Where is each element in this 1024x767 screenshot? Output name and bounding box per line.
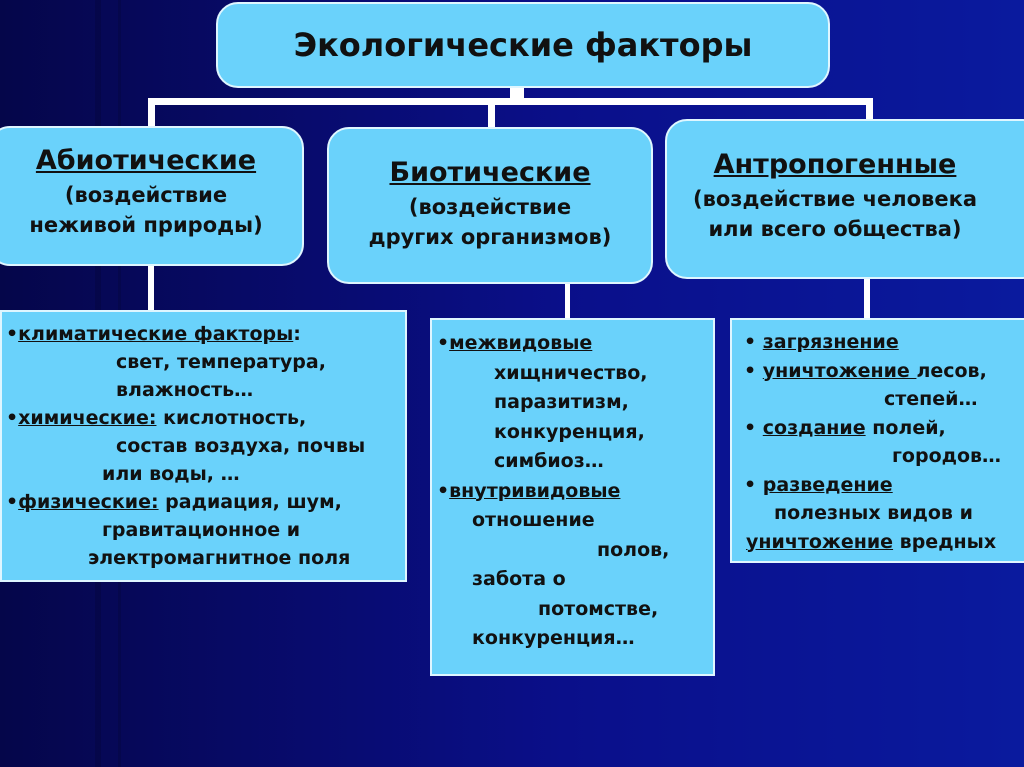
- list-item-detail: отношение: [472, 509, 595, 531]
- list-item-detail: или воды, …: [102, 463, 240, 485]
- item-label: создание: [762, 416, 866, 439]
- category-heading: Абиотические: [35, 145, 257, 176]
- list-item-detail: степей…: [884, 388, 978, 410]
- list-item: • создание полей,: [744, 416, 946, 439]
- list-item: •физические: радиация, шум,: [6, 491, 342, 513]
- list-item-detail: уничтожение вредных: [746, 530, 997, 553]
- list-item-detail: свет, температура,: [116, 351, 326, 373]
- category-description: неживой природы): [29, 213, 263, 237]
- list-item-detail: хищничество,: [494, 361, 648, 384]
- category-description: (воздействие человека: [692, 187, 978, 211]
- category-abiotic: [0, 126, 304, 266]
- category-description: (воздействие: [64, 183, 228, 207]
- list-item: •климатические факторы:: [6, 323, 301, 345]
- list-item-detail: состав воздуха, почвы: [116, 435, 366, 457]
- list-item-detail: симбиоз…: [494, 450, 604, 472]
- diagram-title: Экологические факторы: [293, 26, 753, 64]
- category-description: или всего общества): [708, 217, 962, 241]
- list-item: • разведение: [744, 473, 893, 496]
- category-biotic: [327, 127, 653, 284]
- item-label: химические:: [18, 407, 157, 429]
- item-label: физические:: [18, 491, 159, 513]
- list-item-detail: паразитизм,: [494, 391, 629, 413]
- biotic-factors-list: [430, 318, 715, 676]
- list-item-detail: электромагнитное поля: [88, 547, 351, 569]
- list-item-detail: потомстве,: [538, 597, 659, 620]
- connector-line: [150, 98, 870, 105]
- item-label: разведение: [762, 473, 893, 496]
- list-item: • уничтожение лесов,: [744, 359, 987, 382]
- list-item-detail: конкуренция,: [494, 420, 645, 443]
- connector-line: [148, 98, 155, 128]
- abiotic-factors-list: [0, 310, 407, 582]
- list-item-detail: забота о: [472, 568, 566, 590]
- connector-line: [864, 278, 870, 320]
- anthropogenic-factors-list: [730, 318, 1024, 563]
- list-item-detail: конкуренция…: [472, 627, 635, 649]
- list-item: •внутривидовые: [437, 479, 621, 502]
- item-label: межвидовые: [449, 332, 593, 354]
- category-heading: Биотические: [389, 157, 591, 188]
- list-item: • загрязнение: [744, 331, 899, 353]
- category-anthropogenic: [665, 119, 1024, 279]
- category-heading: Антропогенные: [713, 149, 957, 180]
- connector-line: [488, 104, 495, 128]
- list-item-detail: полов,: [597, 538, 670, 561]
- connector-line: [866, 98, 873, 120]
- list-item: •химические: кислотность,: [6, 407, 307, 429]
- title-box: [216, 2, 830, 88]
- item-label: климатические факторы: [18, 323, 294, 345]
- list-item-detail: полезных видов и: [774, 502, 973, 524]
- list-item-detail: гравитационное и: [102, 519, 301, 541]
- list-item-detail: городов…: [892, 445, 1002, 467]
- item-label: уничтожение: [762, 359, 917, 382]
- connector-line: [565, 283, 570, 319]
- category-description: других организмов): [368, 225, 612, 249]
- list-item: •межвидовые: [437, 332, 593, 354]
- item-label: загрязнение: [762, 331, 899, 353]
- list-item-detail: влажность…: [116, 379, 254, 401]
- connector-line: [148, 266, 154, 312]
- item-label: внутривидовые: [449, 479, 621, 502]
- category-description: (воздействие: [408, 195, 572, 219]
